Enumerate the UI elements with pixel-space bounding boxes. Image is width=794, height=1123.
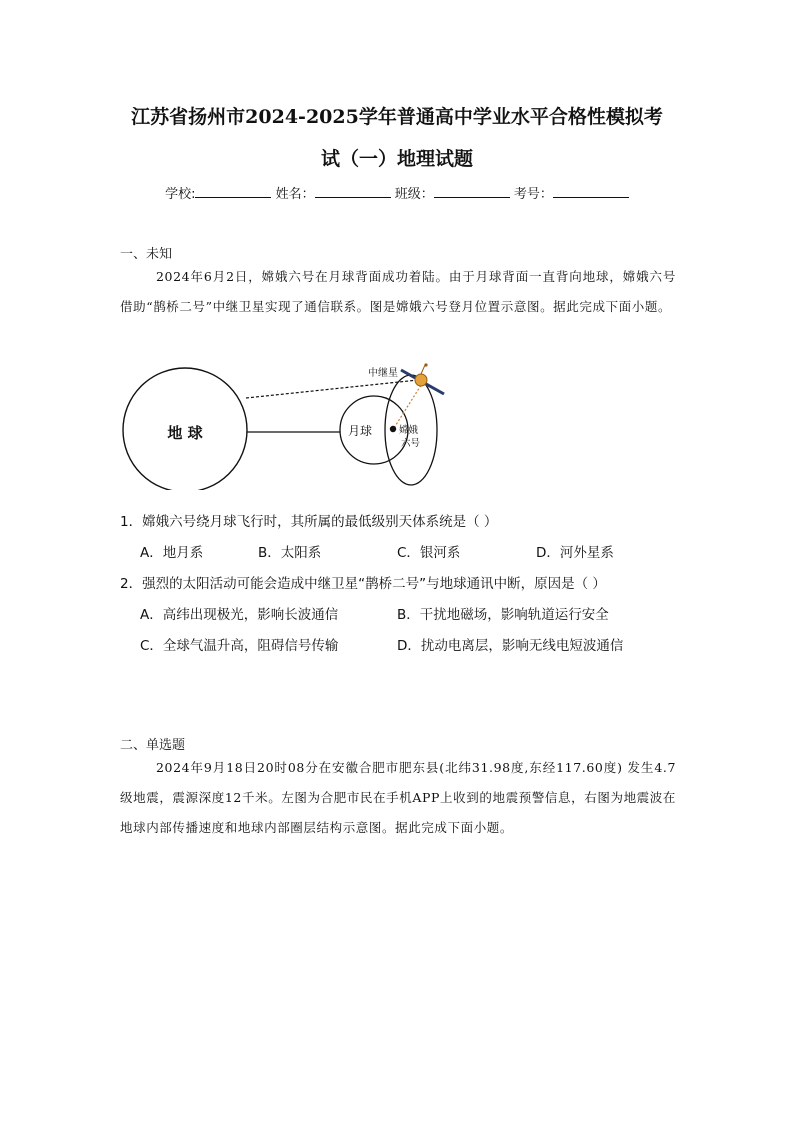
name-blank[interactable] xyxy=(315,185,391,198)
q2-option-d[interactable]: D．扰动电离层，影响无线电短波通信 xyxy=(397,638,624,654)
exam-no-blank[interactable] xyxy=(553,185,629,198)
q2-option-b[interactable]: B．干扰地磁场，影响轨道运行安全 xyxy=(397,607,609,623)
q1-option-a[interactable]: A．地月系 xyxy=(140,545,204,561)
section2-passage xyxy=(120,753,676,843)
name-label: 姓名： xyxy=(275,187,315,202)
section1-passage-text: 2024年6月2日，嫦娥六号在月球背面成功着陆。由于月球背面一直背向地球，嫦娥六号借助“鹊桥二号”中继卫星实现了通信联系。图是嫦娥六号登月位置示意图。据此完成下面小题。 xyxy=(120,269,676,314)
q2-option-a[interactable]: A．高纬出现极光，影响长波通信 xyxy=(140,607,339,623)
exam-no-label: 考号： xyxy=(513,187,553,202)
q2-option-c[interactable]: C．全球气温升高，阻碍信号传输 xyxy=(140,638,339,654)
section1-passage xyxy=(120,262,676,322)
page-title-line1: 江苏省扬州市2024-2025学年普通高中学业水平合格性模拟考 xyxy=(131,106,663,128)
change6-label-line1: 嫦娥 xyxy=(399,425,419,436)
student-info-row xyxy=(0,183,794,202)
school-label: 学校: xyxy=(165,187,196,202)
section2-passage-text: 2024年9月18日20时08分在安徽合肥市肥东县(北纬31.98度,东经117.60度) 发生4.7级地震，震源深度12千米。左图为合肥市民在手机APP上收到的地震预警信息，右图为地震波在地球内部传播速度和地球内部圈层结构示意图。据此完成下面小题。 xyxy=(120,760,676,835)
school-blank[interactable] xyxy=(195,185,271,198)
relay-label: 中继星 xyxy=(368,368,398,379)
section1-heading: 一、未知 xyxy=(120,247,173,262)
change6-lander-dot xyxy=(390,426,396,432)
relay-lander-dashed-line xyxy=(394,382,423,428)
q1-option-b[interactable]: B．太阳系 xyxy=(258,545,322,561)
class-label: 班级： xyxy=(394,187,434,202)
earth-label: 地 球 xyxy=(167,424,203,442)
relay-satellite-icon xyxy=(401,363,444,394)
moon-label: 月球 xyxy=(347,424,373,438)
change6-label-line2: 六号 xyxy=(401,438,421,449)
earth-relay-dashed-line xyxy=(246,380,418,398)
question-2-stem: 2．强烈的太阳活动可能会造成中继卫星“鹊桥二号”与地球通讯中断，原因是（ ） xyxy=(120,576,606,592)
q1-option-d[interactable]: D．河外星系 xyxy=(536,545,614,561)
earth-moon-diagram xyxy=(118,360,458,490)
section2-heading: 二、单选题 xyxy=(120,738,186,753)
q1-option-c[interactable]: C．银河系 xyxy=(397,545,461,561)
question-1-stem: 1．嫦娥六号绕月球飞行时，其所属的最低级别天体系统是（ ） xyxy=(120,514,498,530)
class-blank[interactable] xyxy=(434,185,510,198)
page-title-line2: 试（一）地理试题 xyxy=(320,148,473,170)
